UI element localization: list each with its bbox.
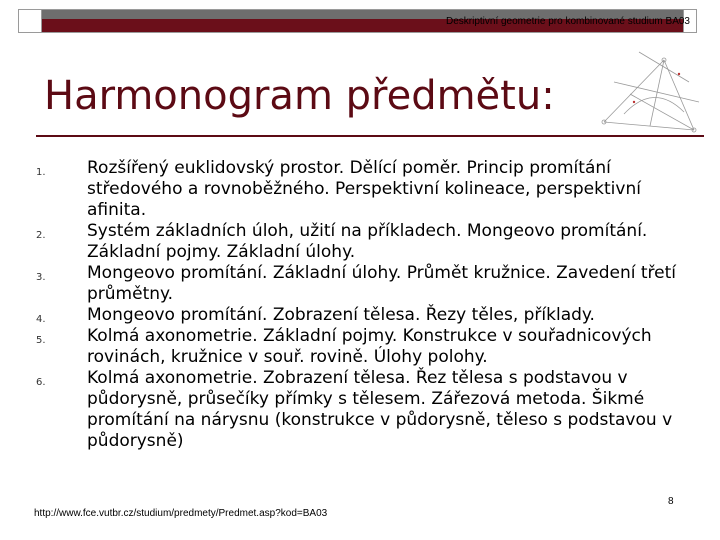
list-item-text: Mongeovo promítání. Základní úlohy. Průmět kružnice. Zavedení třetí průmětny. <box>87 263 677 304</box>
list-item-number: 4. <box>36 314 46 325</box>
list-item-text: Systém základních úloh, užití na příkladech. Mongeovo promítání. Základní pojmy. Základní úlohy. <box>87 221 648 262</box>
page-title: Harmonogram předmětu: <box>44 73 555 119</box>
list-item <box>36 326 676 368</box>
list-item-number: 6. <box>36 377 46 388</box>
list-item-text: Kolmá axonometrie. Zobrazení tělesa. Řez tělesa s podstavou v půdorysně, průsečíky přímky s tělesem. Zářezová metoda. Šikmé promítání na nárysnu (konstrukce v půdorysně, těleso s podstavou v půdorysně) <box>87 368 673 451</box>
list-item-number: 1. <box>36 167 46 178</box>
agenda-list <box>36 158 676 452</box>
footer-url-link[interactable]: http://www.fce.vutbr.cz/studium/predmety/Predmet.asp?kod=BA03 <box>34 508 328 519</box>
list-item <box>36 263 676 305</box>
list-item <box>36 158 676 221</box>
list-item-number: 5. <box>36 335 46 346</box>
page-number: 8 <box>668 496 674 507</box>
list-item <box>36 221 676 263</box>
geometry-sketch-icon <box>594 42 704 134</box>
course-title: Deskriptivní geometrie pro kombinované studium BA03 <box>445 16 690 27</box>
list-item-text: Rozšířený euklidovský prostor. Dělící poměr. Princip promítání středového a rovnoběžného. Perspektivní kolineace, perspektivní afinita. <box>87 158 641 220</box>
list-item-text: Kolmá axonometrie. Základní pojmy. Konstrukce v souřadnicových rovinách, kružnice v souř. rovině. Úlohy polohy. <box>87 326 652 367</box>
list-item-text: Mongeovo promítání. Zobrazení tělesa. Řezy těles, příklady. <box>87 305 595 325</box>
list-item <box>36 368 676 452</box>
list-item-number: 2. <box>36 230 46 241</box>
list-item-number: 3. <box>36 272 46 283</box>
list-item <box>36 305 676 326</box>
title-divider <box>36 135 704 137</box>
